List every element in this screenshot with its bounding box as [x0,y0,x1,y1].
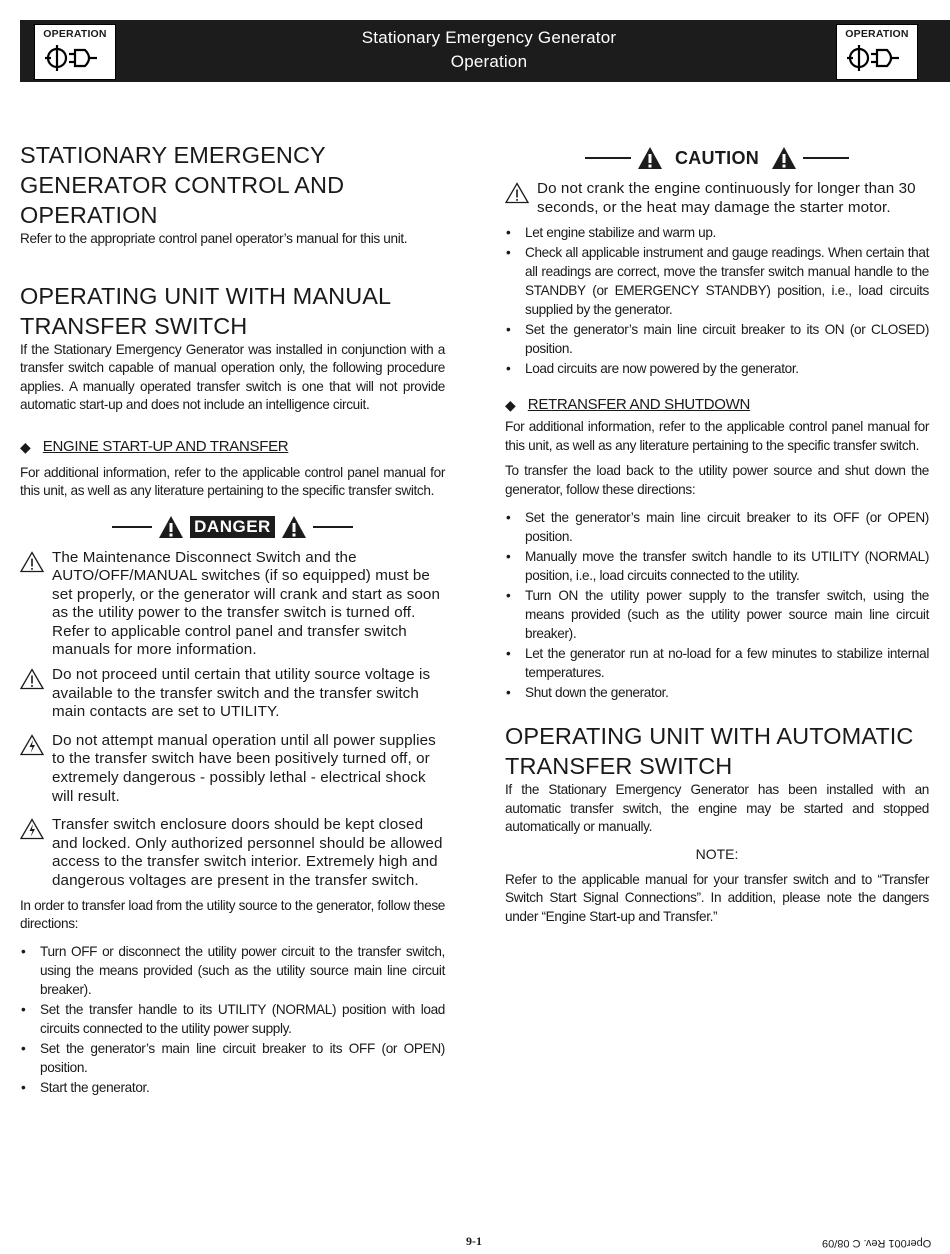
section-heading [505,721,929,781]
diamond-icon: ◆ [505,397,516,414]
warning-triangle-icon [158,515,184,539]
page-header [20,20,950,82]
subsection-body: For additional information, refer to the applicable control panel manual for this unit, as well as any literature pertaining to the specific transfer switch. [505,419,929,453]
list-item: • Start the generator. [21,1079,150,1095]
list-item: • Set the generator’s main line circuit breaker to its ON (or CLOSED) position. [506,322,929,357]
caution-item [505,180,929,217]
subsection-heading [505,395,929,415]
list-item: • Shut down the generator. [506,685,669,701]
heading-line: OPERATING UNIT WITH MANUAL [20,282,392,309]
section-manual-transfer [20,281,445,415]
heading-line: TRANSFER SWITCH [20,312,248,339]
subsection-body: To transfer the load back to the utility power source and shut down the generator, follow these directions: [505,463,929,497]
list-item: • Set the transfer handle to its UTILITY (NORMAL) position with load circuits connected to the utility power supply. [21,1001,445,1036]
danger-item [20,666,445,722]
operation-badge-right [836,24,918,80]
right-column [505,146,929,926]
section-control-operation [20,140,445,249]
subsection-body: For additional information, refer to the applicable control panel manual for this unit, as well as any literature pertaining to the specific transfer switch. [20,464,445,498]
startup-steps [505,223,929,378]
danger-text: Do not proceed until certain that utility source voltage is available to the transfer switch and the transfer switch main contacts are set to UTILITY. [52,666,431,721]
warning-triangle-icon [637,146,663,170]
list-item: • Manually move the transfer switch handle to its UTILITY (NORMAL) position, i.e., load circuits connected to the utility. [506,549,929,584]
danger-banner [20,515,445,539]
caution-text: Do not crank the engine continuously for longer than 30 seconds, or the heat may damage the starter motor. [537,180,916,216]
section-body: If the Stationary Emergency Generator has been installed with an automatic transfer switch, the engine may be started and stopped automatically or manually. [505,782,929,835]
heading-line: OPERATING UNIT WITH AUTOMATIC [505,723,914,750]
list-item: • Turn OFF or disconnect the utility power circuit to the transfer switch, using the means provided (such as the utility source main line circuit breaker). [21,943,445,997]
plug-icon [845,43,907,73]
warning-triangle-icon [281,515,307,539]
danger-text: Do not attempt manual operation until all power supplies to the transfer switch have been positively turned off, or extremely dangerous - possibly lethal - electrical shock will result. [52,731,436,805]
section-heading [20,281,445,341]
caution-outline-icon [20,549,52,578]
caution-banner [505,146,929,170]
list-item: • Set the generator’s main line circuit breaker to its OFF (or OPEN) position. [21,1040,445,1075]
electric-shock-icon [20,732,52,761]
section-heading [20,140,445,230]
section-automatic-transfer [505,721,929,926]
list-item: • Turn ON the utility power supply to the transfer switch, using the means provided (such as the utility power source main line circuit breaker). [506,588,929,642]
retransfer-steps [505,508,929,702]
danger-label: DANGER [190,516,275,538]
list-item: • Set the generator’s main line circuit breaker to its OFF (or OPEN) position. [506,510,929,545]
banner-rule [313,526,353,528]
note-label: NOTE: [695,845,739,862]
caution-outline-icon [20,666,52,695]
procedure-steps [20,942,445,1097]
header-title-line2: Operation [450,52,528,71]
danger-item [20,732,445,806]
banner-rule [585,157,631,159]
caution-outline-icon [505,180,537,209]
subsection-title: ENGINE START-UP AND TRANSFER [42,437,289,455]
danger-item [20,549,445,661]
heading-line: TRANSFER SWITCH [505,753,733,780]
heading-line: OPERATION [20,202,158,228]
danger-text: Transfer switch enclosure doors should be kept closed and locked. Only authorized personnel should be allowed access to the transfer switch interior. Extremely high and dangerous voltages are present in the transfer switch. [52,816,443,889]
note-body: Refer to the applicable manual for your transfer switch and to “Transfer Switch Start Signal Connections”. In addition, please note the dangers under “Engine Start-up and Transfer.” [505,871,929,924]
badge-label: OPERATION [845,28,909,40]
danger-item [20,816,445,890]
caution-label: CAUTION [674,147,760,168]
left-column [20,140,445,1098]
subsection-heading [20,437,445,457]
diamond-icon: ◆ [20,438,31,455]
subsection-title: RETRANSFER AND SHUTDOWN [527,396,751,414]
electric-shock-icon [20,816,52,845]
list-item: • Load circuits are now powered by the generator. [506,361,799,377]
list-item: • Let engine stabilize and warm up. [506,225,716,241]
heading-line: STATIONARY EMERGENCY [20,142,326,168]
header-title-line1: Stationary Emergency Generator [361,28,617,47]
badge-label: OPERATION [43,28,107,40]
list-item: • Let the generator run at no-load for a few minutes to stabilize internal temperatures. [506,646,929,681]
section-body: Refer to the appropriate control panel operator’s manual for this unit. [20,231,408,246]
page-number: 9-1 [466,1234,482,1248]
warning-triangle-icon [771,146,797,170]
banner-rule [803,157,849,159]
procedure-intro: In order to transfer load from the utility source to the generator, follow these directions: [20,897,445,932]
header-title [20,26,950,74]
section-body: If the Stationary Emergency Generator was installed in conjunction with a transfer switch capable of manual operation only, the following procedure applies. A manually operated transfer switch is one that will not provide automatic start-up and does not include an intelligence circuit. [20,341,445,412]
heading-line: GENERATOR CONTROL AND [20,172,345,198]
list-item: • Check all applicable instrument and gauge readings. When certain that all readings are correct, move the transfer switch manual handle to the STANDBY (or EMERGENCY STANDBY) position, i.e., load circuits supplied by the generator. [506,245,929,318]
danger-text: The Maintenance Disconnect Switch and the AUTO/OFF/MANUAL switches (if so equipped) must be set properly, or the generator will crank and start as soon as the utility power to the transfer switch is turned off. Refer to applicable control panel and transfer switch manuals for more information. [52,548,441,659]
revision-code: Oper001 Rev. C 08/09 [822,1237,932,1249]
banner-rule [112,526,152,528]
